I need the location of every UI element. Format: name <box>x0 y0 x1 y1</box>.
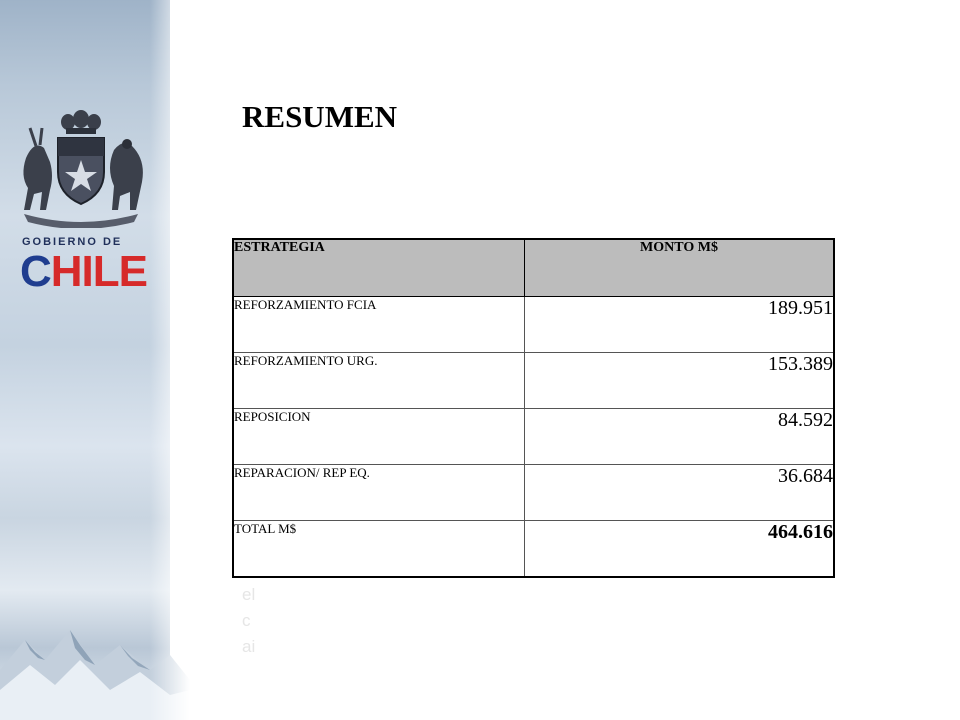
coat-of-arms-icon <box>6 110 156 228</box>
header-strategy: ESTRATEGIA <box>233 239 525 297</box>
header-amount: MONTO M$ <box>525 239 835 297</box>
faint-line: ai <box>242 637 256 656</box>
table-row <box>233 465 834 521</box>
table-row <box>233 353 834 409</box>
faint-line: c <box>242 611 251 630</box>
page-title: RESUMEN <box>242 99 398 134</box>
total-amount: 464.616 <box>525 521 835 578</box>
row-amount: 84.592 <box>525 409 835 465</box>
faint-line: el <box>242 585 256 604</box>
row-strategy: REFORZAMIENTO URG. <box>233 353 525 409</box>
chile-wordmark-rest: HILE <box>50 247 148 296</box>
row-amount: 153.389 <box>525 353 835 409</box>
chile-wordmark-c: C <box>20 247 51 296</box>
table-row-total <box>233 521 834 578</box>
row-amount: 36.684 <box>525 465 835 521</box>
row-amount: 189.951 <box>525 297 835 353</box>
row-strategy: REPARACION/ REP EQ. <box>233 465 525 521</box>
table-row <box>233 297 834 353</box>
faint-background-text <box>242 582 255 660</box>
summary-table <box>232 238 835 578</box>
chile-wordmark <box>20 247 148 296</box>
table-header-row <box>233 239 834 297</box>
banner-fade <box>150 0 190 720</box>
table-row <box>233 409 834 465</box>
total-label: TOTAL M$ <box>233 521 525 578</box>
gobierno-de-label: GOBIERNO DE <box>22 236 123 248</box>
row-strategy: REFORZAMIENTO FCIA <box>233 297 525 353</box>
row-strategy: REPOSICION <box>233 409 525 465</box>
